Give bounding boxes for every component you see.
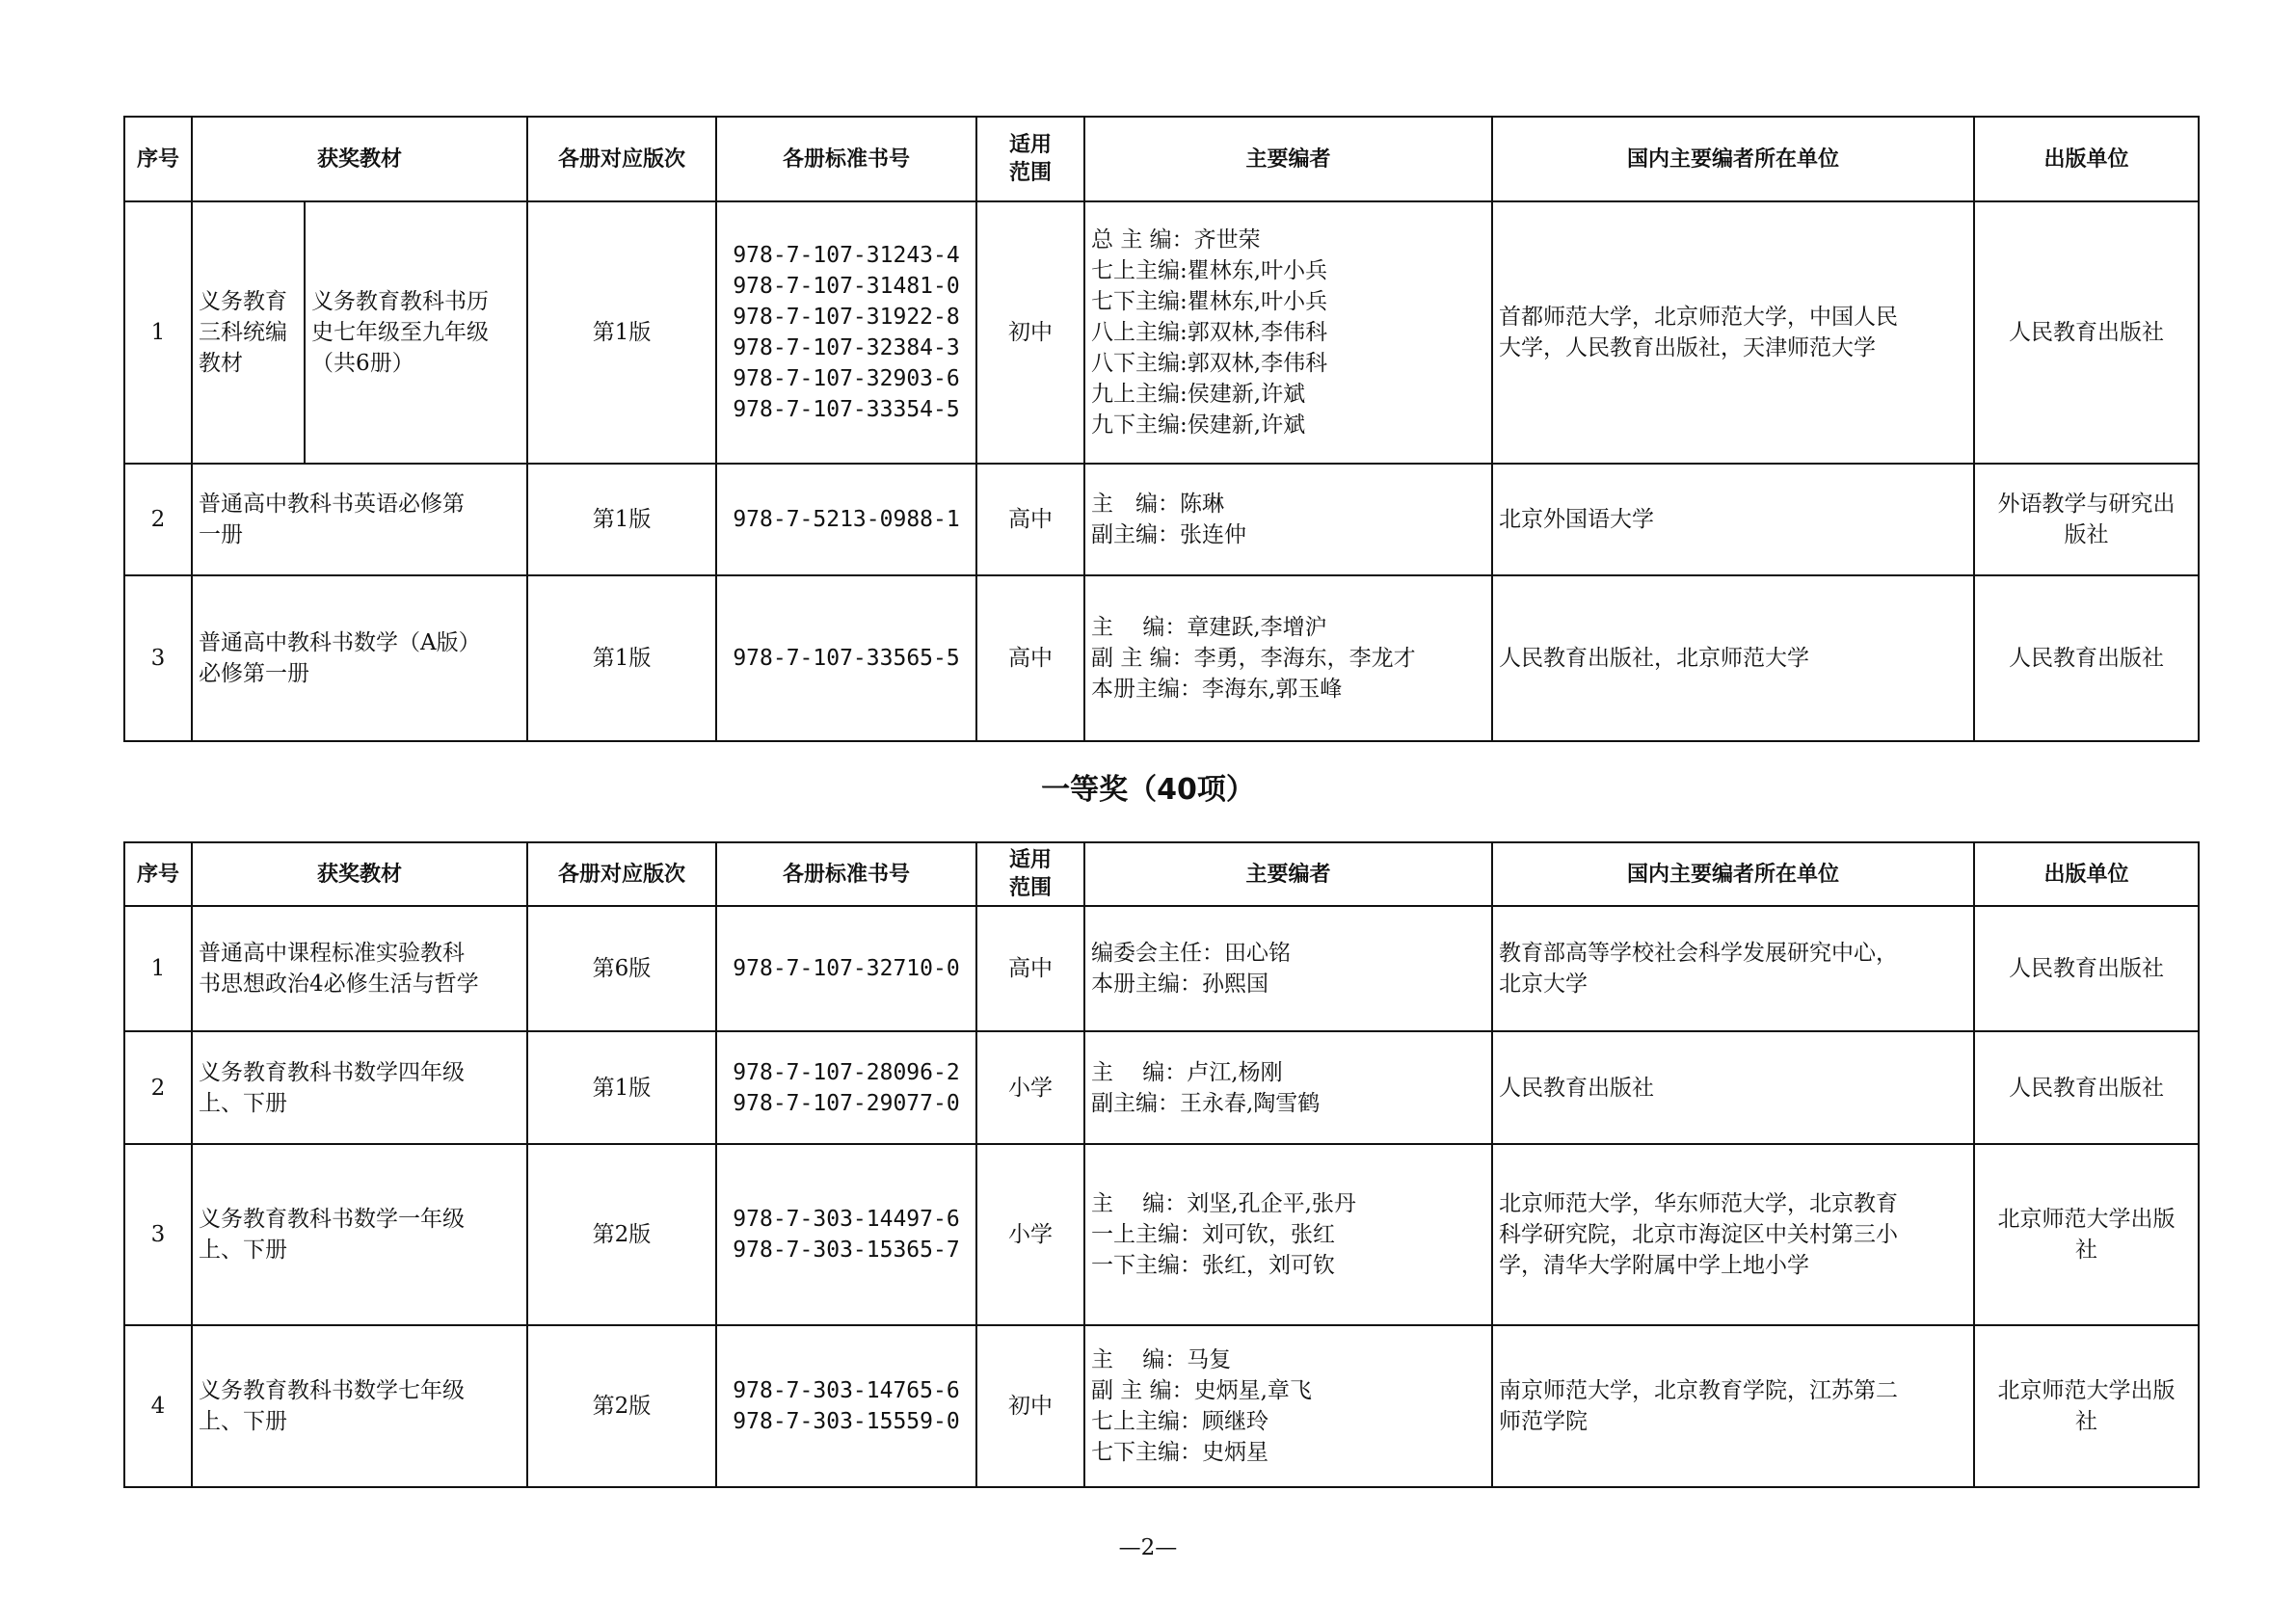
scope: 高中: [976, 906, 1084, 1031]
header-editors: 主要编者: [1084, 842, 1492, 906]
publisher: 北京师范大学出版 社: [1974, 1144, 2199, 1325]
row-number: 3: [124, 575, 192, 741]
table-row: [124, 575, 2199, 741]
row-number: 1: [124, 201, 192, 464]
publisher: 人民教育出版社: [1974, 906, 2199, 1031]
editors: 总 主 编：齐世荣 七上主编:瞿林东,叶小兵 七下主编:瞿林东,叶小兵 八上主编:郭双林,李伟科 八下主编:郭双林,李伟科 九上主编:侯建新,许斌 九下主编:侯建新,许斌: [1084, 201, 1492, 464]
header-edition: 各册对应版次: [527, 842, 716, 906]
edition: 第2版: [527, 1325, 716, 1487]
textbook-title: 普通高中课程标准实验教科 书思想政治4必修生活与哲学: [192, 906, 527, 1031]
editor-units: 北京外国语大学: [1492, 464, 1974, 575]
editors: 主 编：陈琳 副主编：张连仲: [1084, 464, 1492, 575]
edition: 第6版: [527, 906, 716, 1031]
table-row: [124, 464, 2199, 575]
scope: 高中: [976, 575, 1084, 741]
table-row: [124, 1031, 2199, 1144]
table-header-row: [124, 117, 2199, 201]
award-table-first-prize: [123, 841, 2200, 1488]
edition: 第2版: [527, 1144, 716, 1325]
row-number: 3: [124, 1144, 192, 1325]
edition: 第1版: [527, 575, 716, 741]
row-number: 2: [124, 464, 192, 575]
scope: 初中: [976, 201, 1084, 464]
row-number: 1: [124, 906, 192, 1031]
header-textbook: 获奖教材: [192, 117, 527, 201]
editor-units: 南京师范大学，北京教育学院，江苏第二 师范学院: [1492, 1325, 1974, 1487]
table-row: [124, 906, 2199, 1031]
section-title: 一等奖（40项）: [1041, 773, 1255, 807]
textbook-title: 义务教育教科书数学七年级 上、下册: [192, 1325, 527, 1487]
editor-units: 首都师范大学，北京师范大学，中国人民 大学，人民教育出版社，天津师范大学: [1492, 201, 1974, 464]
editors: 编委会主任：田心铭 本册主编：孙熙国: [1084, 906, 1492, 1031]
header-scope: 适用 范围: [976, 117, 1084, 201]
editor-units: 人民教育出版社，北京师范大学: [1492, 575, 1974, 741]
publisher: 人民教育出版社: [1974, 201, 2199, 464]
header-publisher: 出版单位: [1974, 842, 2199, 906]
header-publisher: 出版单位: [1974, 117, 2199, 201]
isbn: 978-7-5213-0988-1: [716, 464, 976, 575]
editors: 主 编：刘坚,孔企平,张丹 一上主编：刘可钦，张红 一下主编：张红，刘可钦: [1084, 1144, 1492, 1325]
editors: 主 编：章建跃,李增沪 副 主 编：李勇，李海东，李龙才 本册主编：李海东,郭玉峰: [1084, 575, 1492, 741]
editor-units: 北京师范大学，华东师范大学，北京教育 科学研究院，北京市海淀区中关村第三小 学，清华大学附属中学上地小学: [1492, 1144, 1974, 1325]
header-edition: 各册对应版次: [527, 117, 716, 201]
textbook-title: 普通高中教科书英语必修第 一册: [192, 464, 527, 575]
textbook-title: 义务教育教科书数学四年级 上、下册: [192, 1031, 527, 1144]
isbn: 978-7-303-14765-6 978-7-303-15559-0: [716, 1325, 976, 1487]
textbook-title: 义务教育教科书历 史七年级至九年级 （共6册）: [305, 201, 527, 464]
editors: 主 编：马复 副 主 编：史炳星,章飞 七上主编：顾继玲 七下主编：史炳星: [1084, 1325, 1492, 1487]
header-isbn: 各册标准书号: [716, 117, 976, 201]
publisher: 人民教育出版社: [1974, 575, 2199, 741]
textbook-title: 普通高中教科书数学（A版） 必修第一册: [192, 575, 527, 741]
publisher: 人民教育出版社: [1974, 1031, 2199, 1144]
row-number: 2: [124, 1031, 192, 1144]
table-row: [124, 201, 2199, 464]
editor-units: 教育部高等学校社会科学发展研究中心， 北京大学: [1492, 906, 1974, 1031]
isbn: 978-7-107-28096-2 978-7-107-29077-0: [716, 1031, 976, 1144]
header-no: 序号: [124, 842, 192, 906]
isbn: 978-7-303-14497-6 978-7-303-15365-7: [716, 1144, 976, 1325]
isbn: 978-7-107-31243-4 978-7-107-31481-0 978-7-107-31922-8 978-7-107-32384-3 978-7-107-32903-6 978-7-107-33354-5: [716, 201, 976, 464]
isbn: 978-7-107-33565-5: [716, 575, 976, 741]
table-header-row: [124, 842, 2199, 906]
scope: 初中: [976, 1325, 1084, 1487]
page-number: —2—: [1118, 1535, 1178, 1560]
header-isbn: 各册标准书号: [716, 842, 976, 906]
scope: 小学: [976, 1031, 1084, 1144]
row-number: 4: [124, 1325, 192, 1487]
edition: 第1版: [527, 201, 716, 464]
header-editors: 主要编者: [1084, 117, 1492, 201]
edition: 第1版: [527, 464, 716, 575]
isbn: 978-7-107-32710-0: [716, 906, 976, 1031]
table-row: [124, 1144, 2199, 1325]
textbook-title: 义务教育教科书数学一年级 上、下册: [192, 1144, 527, 1325]
header-no: 序号: [124, 117, 192, 201]
editors: 主 编：卢江,杨刚 副主编：王永春,陶雪鹤: [1084, 1031, 1492, 1144]
publisher: 北京师范大学出版 社: [1974, 1325, 2199, 1487]
header-scope: 适用 范围: [976, 842, 1084, 906]
header-units: 国内主要编者所在单位: [1492, 117, 1974, 201]
scope: 高中: [976, 464, 1084, 575]
award-table-special: [123, 116, 2200, 742]
header-textbook: 获奖教材: [192, 842, 527, 906]
header-units: 国内主要编者所在单位: [1492, 842, 1974, 906]
textbook-category: 义务教育 三科统编 教材: [192, 201, 305, 464]
publisher: 外语教学与研究出 版社: [1974, 464, 2199, 575]
editor-units: 人民教育出版社: [1492, 1031, 1974, 1144]
scope: 小学: [976, 1144, 1084, 1325]
table-row: [124, 1325, 2199, 1487]
edition: 第1版: [527, 1031, 716, 1144]
